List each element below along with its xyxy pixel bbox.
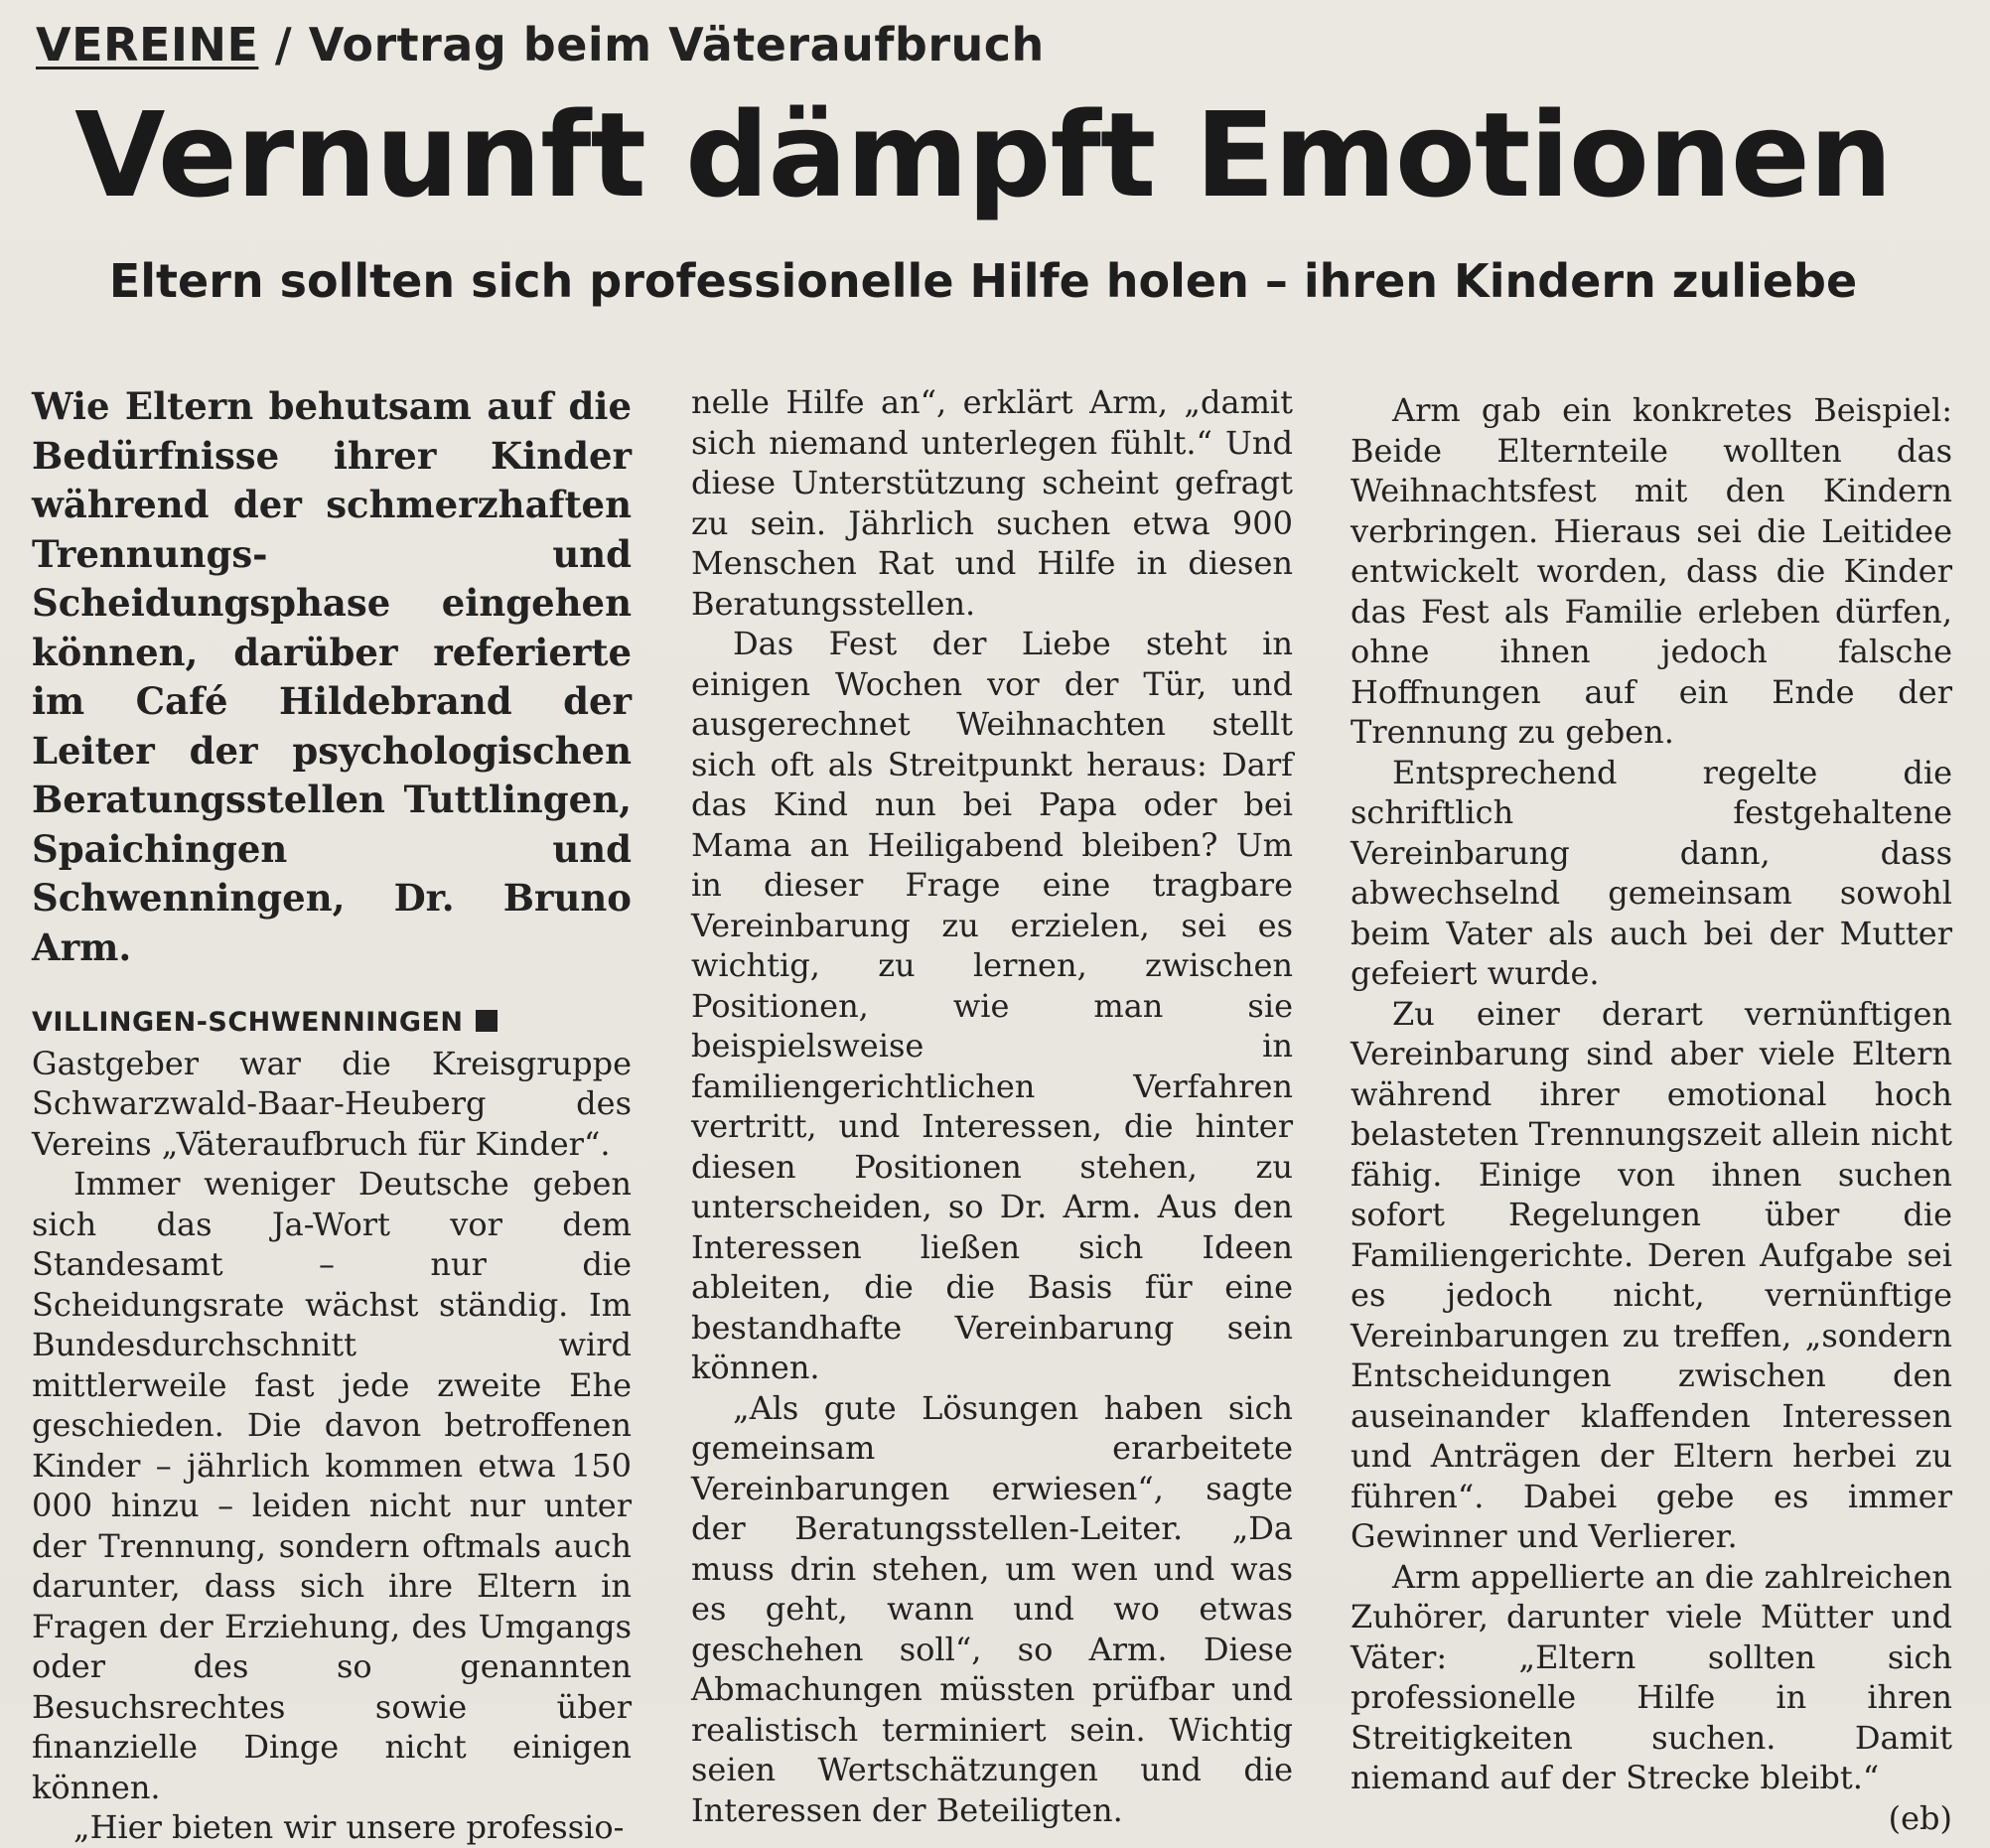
- col3-paragraph-1: Arm gab ein konkretes Beispiel: Beide Elternteile wollten das Weihnachtsfest mit den Kindern verbringen. Hieraus sei die Leitidee entwickelt worden, dass die Kinder das Fest als Familie erleben dürfen, ohne ihnen jedoch falsche Hoffnungen auf ein Ende der Trennung zu geben.: [1350, 391, 1952, 751]
- col2-paragraph-1: nelle Hilfe an“, erklärt Arm, „damit sich niemand unterlegen fühlt.“ Und diese Unterstützung scheint gefragt zu sein. Jährlich suchen etwa 900 Menschen Rat und Hilfe in diesen Beratungsstellen.: [691, 383, 1293, 623]
- col3-paragraph-4: Arm appellierte an die zahlreichen Zuhörer, darunter viele Mütter und Väter: „Eltern sollten sich professionelle Hilfe in ihren Streitigkeiten suchen. Damit niemand auf der Strecke bleibt.“: [1350, 1557, 1952, 1796]
- col2-paragraph-3: „Als gute Lösungen haben sich gemeinsam erarbeitete Vereinbarungen erwiesen“, sagte der Beratungsstellen-Leiter. „Da muss drin stehen, um wen und was es geht, wann und wo etwas geschehen soll“, so Arm. Diese Abmachungen müssten prüfbar und realistisch terminiert sein. Wichtig seien Wertschätzungen und die Interessen der Beteiligten.: [691, 1388, 1293, 1829]
- column-3: [1350, 382, 1952, 1838]
- section-label: VEREINE: [36, 18, 259, 71]
- column-2: [691, 382, 1293, 1830]
- column-1: [32, 382, 632, 1848]
- kicker-separator: /: [258, 18, 309, 71]
- headline: Vernunft dämpft Emotionen: [74, 86, 1892, 223]
- dateline: VILLINGEN-SCHWENNINGEN: [32, 1007, 464, 1038]
- col3-paragraph-3: Zu einer derart vernünftigen Vereinbarung sind aber viele Eltern während ihrer emotional hoch belasteten Trennungszeit allein nicht fähig. Einige von ihnen suchen sofort Regelungen über die Familiengerichte. Deren Aufgabe sei es jedoch nicht, vernünftige Vereinbarungen zu treffen, „sondern Entscheidungen zwischen den auseinander klaffenden Interessen und Anträgen der Eltern herbei zu führen“. Dabei gebe es immer Gewinner und Verlierer.: [1350, 994, 1952, 1555]
- subheadline: Eltern sollten sich professionelle Hilfe holen – ihren Kindern zuliebe: [108, 254, 1858, 308]
- col1-paragraph-1-text: Gastgeber war die Kreisgruppe Schwarzwald-Baar-Heuberg des Vereins „Väteraufbruch für Kinder“.: [32, 1044, 632, 1163]
- kicker-topic: Vortrag beim Väteraufbruch: [308, 18, 1045, 71]
- lead-paragraph: Wie Eltern behutsam auf die Bedürfnisse ihrer Kinder während der schmerzhaften Trennungs- und Scheidungsphase eingehen können, darüber referierte im Café Hildebrand der Leiter der psychologischen Beratungsstellen Tuttlingen, Spaichingen und Schwenningen, Dr. Bruno Arm.: [32, 384, 632, 969]
- dateline-square-icon: [476, 1010, 498, 1032]
- byline-row: [1350, 1798, 1952, 1839]
- col3-paragraph-2: Entsprechend regelte die schriftlich festgehaltene Vereinbarung dann, dass abwechselnd gemeinsam sowohl beim Vater als auch bei der Mutter gefeiert wurde.: [1350, 753, 1952, 992]
- col2-paragraph-2: Das Fest der Liebe steht in einigen Wochen vor der Tür, und ausgerechnet Weihnachten stellt sich oft als Streitpunkt heraus: Darf das Kind nun bei Papa oder bei Mama an Heiligabend bleiben? Um in dieser Frage eine tragbare Vereinbarung zu erzielen, sei es wichtig, zu lernen, zwischen Positionen, wie man sie beispielsweise in familiengerichtlichen Verfahren vertritt, und Interessen, die hinter diesen Positionen stehen, zu unterscheiden, so Dr. Arm. Aus den Interessen ließen sich Ideen ableiten, die die Basis für eine bestandhafte Vereinbarung sein können.: [691, 625, 1293, 1386]
- col1-paragraph-3: „Hier bieten wir unsere professio-: [73, 1808, 625, 1846]
- col1-paragraph-2: Immer weniger Deutsche geben sich das Ja-Wort vor dem Standesamt – nur die Scheidungsrate wächst ständig. Im Bundesdurchschnitt wird mittlerweile fast jede zweite Ehe geschieden. Die davon betroffenen Kinder – jährlich kommen etwa 150 000 hinzu – leiden nicht nur unter der Trennung, sondern oftmals auch darunter, dass sich ihre Eltern in Fragen der Erziehung, des Umgangs oder des so genannten Besuchsrechtes sowie über finanzielle Dinge nicht einigen können.: [32, 1165, 632, 1806]
- col1-paragraph-1: [32, 1000, 632, 1164]
- byline: (eb): [1888, 1798, 1952, 1837]
- kicker: [36, 18, 1724, 71]
